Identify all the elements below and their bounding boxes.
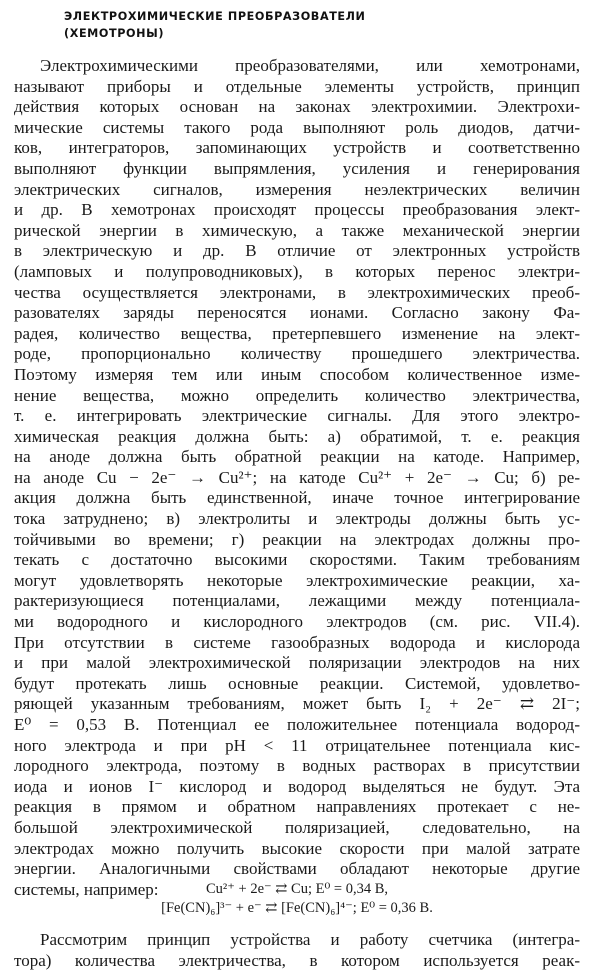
text-line: на аноде Cu − 2e⁻ → Cu²⁺; на катоде Cu²⁺ + 2e⁻ → Cu; б) ре- [14, 467, 580, 487]
text-line: ряющей указанным требованиям, может быть I₂ + 2e⁻ ⇄ 2I⁻; [14, 694, 580, 714]
formula-ferrocyanide: [Fe(CN)₆]³⁻ + e⁻ ⇄ [Fe(CN)₆]⁴⁻; E⁰ = 0,36 В. [161, 900, 433, 916]
text-line: т. е. интегрировать электрические сигналы. Для этого электро- [14, 406, 580, 426]
text-line: большой электрохимической поляризацией, следовательно, на [14, 817, 580, 837]
text-line: реакция в прямом и обратном направлениях протекает с не- [14, 797, 580, 817]
text-line: выполняют функции выпрямления, усиления и генерирования [14, 158, 580, 178]
text-line: называют приборы и отдельные элементы устройств, принцип [14, 76, 580, 96]
text-line: рактеризующиеся потенциалами, лежащими между потенциала- [14, 591, 580, 611]
text-line: ми водородного и кислородного электродов (см. рис. VII.4). [14, 612, 580, 632]
text-line: электродах можно получить высокие скорости при малой затрате [14, 838, 580, 858]
text-line: будут протекать лишь основные реакции. Системой, удовлетво- [14, 673, 580, 693]
text-line: роде, пропорционально количеству прошедшего электричества. [14, 344, 580, 364]
text-line: тора) количества электричества, в котором используется реак- [14, 950, 580, 970]
text-line: химическая реакция должна быть: а) обратимой, т. е. реакция [14, 426, 580, 446]
paragraph-1 [14, 56, 580, 900]
text-line: электрических сигналов, измерения неэлектрических величин [14, 179, 580, 199]
document-page [14, 0, 580, 972]
heading-line-2: (ХЕМОТРОНЫ) [64, 27, 165, 40]
heading-line-1: ЭЛЕКТРОХИМИЧЕСКИЕ ПРЕОБРАЗОВАТЕЛИ [64, 10, 366, 23]
text-line: действия которых основан на законах электрохимии. Электрохи- [14, 97, 580, 117]
text-line: радея, количество вещества, претерпевшего изменение на элект- [14, 323, 580, 343]
text-line: тойчивыми во времени; г) реакции на электродах должны про- [14, 529, 580, 549]
text-line: на аноде должна быть обратной реакции на катоде. Например, [14, 447, 580, 467]
text-line: При отсутствии в системе газообразных водорода и кислорода [14, 632, 580, 652]
formula-copper: Cu²⁺ + 2e⁻ ⇄ Cu; E⁰ = 0,34 В, [205, 881, 389, 897]
text-line: системы, например: [14, 879, 159, 899]
text-line: и при малой электрохимической поляризации электродов на них [14, 653, 580, 673]
text-line: акция должна быть единственной, иначе точное интегрирование [14, 488, 580, 508]
text-line: иода и ионов I⁻ кислород и водород выделяться не будут. Эта [14, 776, 580, 796]
text-line: тока затруднено; в) электролиты и электроды должны быть ус- [14, 509, 580, 529]
text-line: рической энергии в химическую, а также механической энергии [14, 220, 580, 240]
text-line: могут удовлетворять некоторые электрохимические реакции, ха- [14, 570, 580, 590]
paragraph-2 [14, 930, 580, 971]
text-line: энергии. Аналогичными свойствами обладают некоторые другие [14, 859, 580, 879]
text-line: и др. В хемотронах происходят процессы преобразования элект- [14, 200, 580, 220]
text-line: мические системы такого рода выполняют роль диодов, датчи- [14, 117, 580, 137]
text-line: Электрохимическими преобразователями, или хемотронами, [40, 56, 580, 75]
text-line: ков, интеграторов, запоминающих устройств и соответственно [14, 138, 580, 158]
text-line: Рассмотрим принцип устройства и работу счетчика (интегра- [40, 930, 580, 949]
text-line: разователях заряды переносятся ионами. Согласно закону Фа- [14, 303, 580, 323]
text-line: (ламповых и полупроводниковых), в которых перенос электри- [14, 261, 580, 281]
text-line: лородного электрода, поэтому в водных растворах в присутствии [14, 756, 580, 776]
text-line: в электрическую и др. В отличие от электронных устройств [14, 241, 580, 261]
text-line: чества осуществляется электронами, в электрохимических преоб- [14, 282, 580, 302]
text-line: нение вещества, можно определить количество электричества, [14, 385, 580, 405]
section-heading [64, 8, 544, 42]
text-line: текать с достаточно высокими скоростями. Таким требованиям [14, 550, 580, 570]
text-line: E⁰ = 0,53 В. Потенциал ее положительнее потенциала водород- [14, 715, 580, 734]
text-line: ного электрода и при pH < 11 отрицательнее потенциала кис- [14, 735, 580, 755]
text-line: Поэтому измеряя тем или иным способом количественное изме- [14, 364, 580, 384]
